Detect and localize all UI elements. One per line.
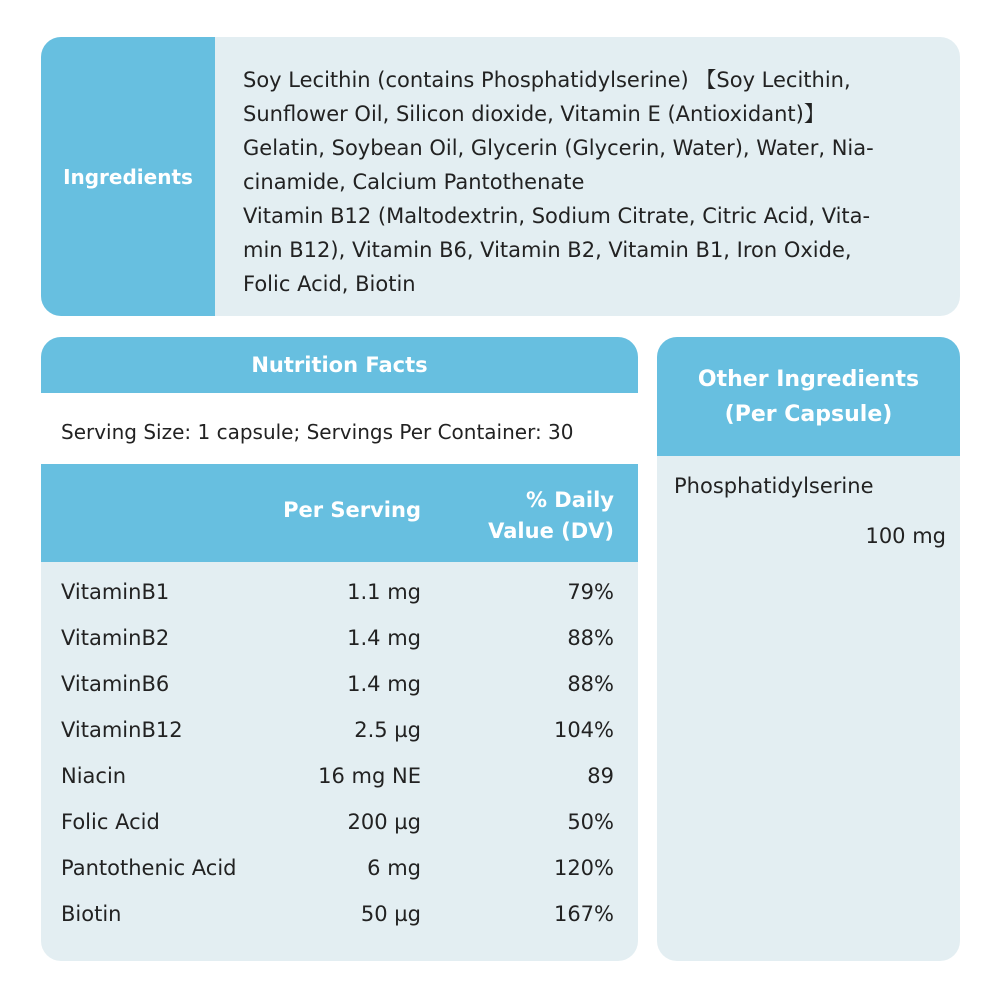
nutrient-amount: 6 mg xyxy=(367,856,421,880)
other-ingredients-title xyxy=(657,337,960,456)
nutrient-daily-value: 89 xyxy=(587,764,614,788)
ingredients-line: Sunflower Oil, Silicon dioxide, Vitamin E (Antioxidant)】 xyxy=(243,102,825,126)
nutrient-daily-value: 167% xyxy=(553,902,614,926)
nutrient-daily-value: 88% xyxy=(567,626,614,650)
nutrient-name: Folic Acid xyxy=(61,810,160,834)
nutrient-daily-value: 88% xyxy=(567,672,614,696)
table-row xyxy=(41,846,638,892)
ingredients-text xyxy=(243,63,940,301)
ingredients-line: Folic Acid, Biotin xyxy=(243,272,416,296)
nutrient-amount: 1.1 mg xyxy=(347,580,421,604)
nutrient-name: Niacin xyxy=(61,764,127,788)
nutrient-daily-value: 104% xyxy=(553,718,614,742)
ingredients-line: Vitamin B12 (Maltodextrin, Sodium Citrate, Citric Acid, Vita- xyxy=(243,204,871,228)
nutrition-table-body xyxy=(41,570,638,938)
nutrient-amount: 2.5 µg xyxy=(354,718,421,742)
other-ingredients-title-line: (Per Capsule) xyxy=(724,401,893,427)
table-row xyxy=(41,754,638,800)
per-serving-header: Per Serving xyxy=(283,498,421,522)
daily-value-header-line: % Daily xyxy=(525,488,614,512)
nutrition-table-header xyxy=(41,464,638,562)
nutrient-amount: 1.4 mg xyxy=(347,626,421,650)
nutrition-facts-title: Nutrition Facts xyxy=(41,337,638,393)
nutrient-name: VitaminB2 xyxy=(61,626,170,650)
nutrient-amount: 200 µg xyxy=(347,810,421,834)
other-ingredients-title-line: Other Ingredients xyxy=(697,366,920,392)
daily-value-header-line: Value (DV) xyxy=(488,519,614,543)
table-row xyxy=(41,708,638,754)
serving-size: Serving Size: 1 capsule; Servings Per Container: 30 xyxy=(41,393,638,471)
nutrient-amount: 1.4 mg xyxy=(347,672,421,696)
ingredients-line: Gelatin, Soybean Oil, Glycerin (Glycerin, Water), Water, Nia- xyxy=(243,136,874,160)
nutrient-amount: 16 mg NE xyxy=(318,764,421,788)
nutrient-name: Pantothenic Acid xyxy=(61,856,237,880)
daily-value-header xyxy=(454,485,614,547)
nutrient-daily-value: 50% xyxy=(567,810,614,834)
nutrition-facts-panel xyxy=(41,337,638,961)
other-ingredient-amount: 100 mg xyxy=(865,524,946,548)
ingredients-panel xyxy=(41,37,960,316)
other-ingredient-name: Phosphatidylserine xyxy=(674,474,874,498)
table-row xyxy=(41,892,638,938)
nutrient-name: VitaminB1 xyxy=(61,580,170,604)
nutrient-amount: 50 µg xyxy=(360,902,421,926)
nutrient-name: Biotin xyxy=(61,902,122,926)
ingredients-line: cinamide, Calcium Pantothenate xyxy=(243,170,585,194)
ingredients-line: min B12), Vitamin B6, Vitamin B2, Vitamin B1, Iron Oxide, xyxy=(243,238,852,262)
nutrient-name: VitaminB12 xyxy=(61,718,183,742)
table-row xyxy=(41,800,638,846)
table-row xyxy=(41,616,638,662)
ingredients-line: Soy Lecithin (contains Phosphatidylserine) 【Soy Lecithin, xyxy=(243,68,851,92)
table-row xyxy=(41,570,638,616)
table-row xyxy=(41,662,638,708)
ingredients-label: Ingredients xyxy=(41,37,215,316)
nutrient-daily-value: 79% xyxy=(567,580,614,604)
nutrient-daily-value: 120% xyxy=(553,856,614,880)
nutrient-name: VitaminB6 xyxy=(61,672,170,696)
other-ingredients-panel xyxy=(657,337,960,961)
